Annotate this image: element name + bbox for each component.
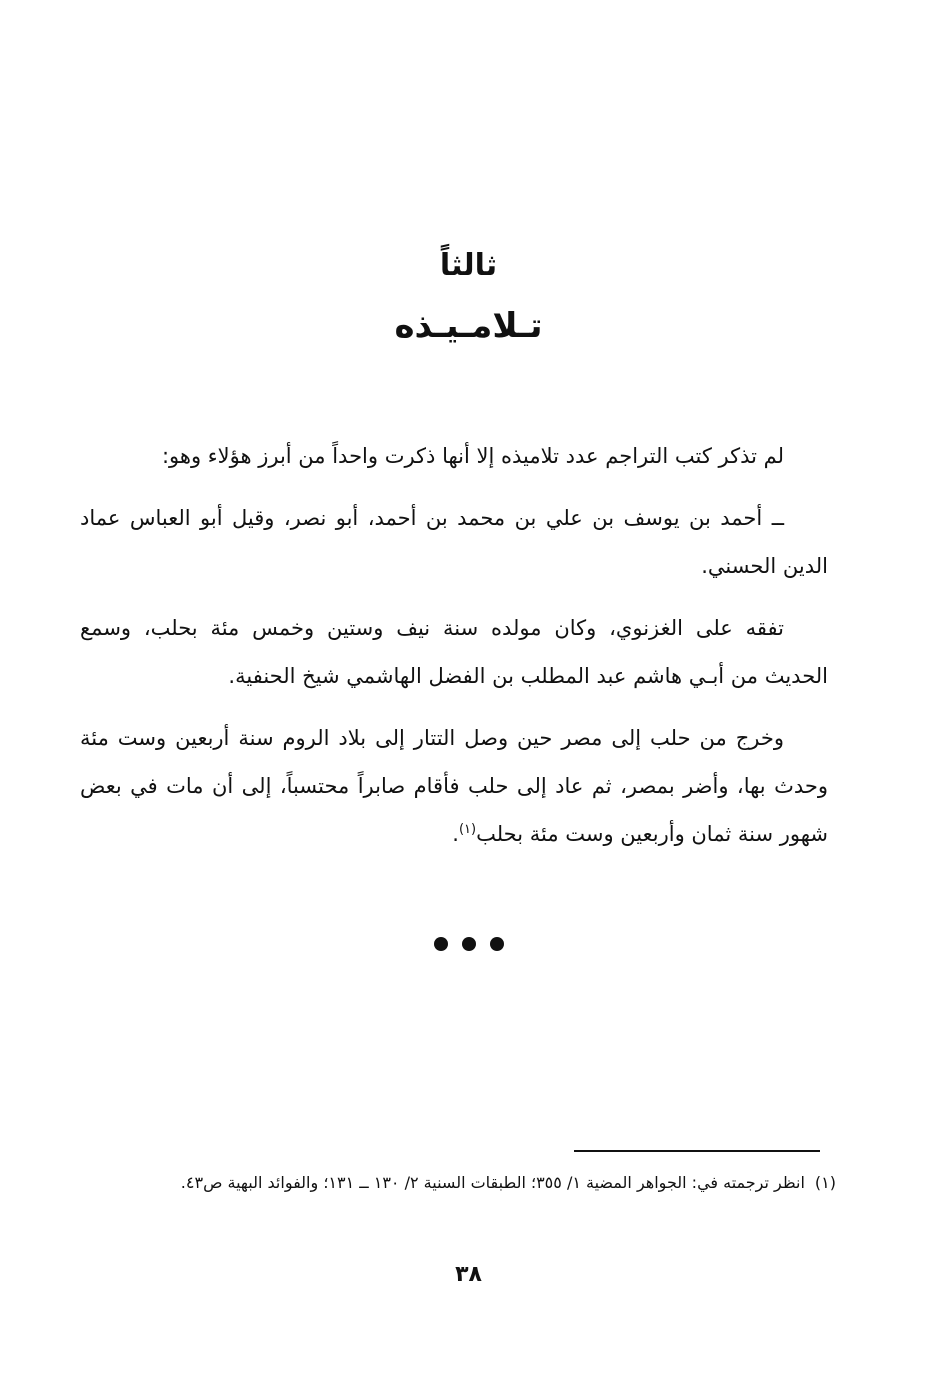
paragraph-student-name: ــ أحمد بن يوسف بن علي بن محمد بن أحمد، أبو نصر، وقيل أبو العباس عماد الدين الحسني. — [80, 506, 828, 578]
section-separator — [0, 928, 937, 958]
section-number: ثالثاً — [439, 248, 498, 283]
paragraph-biography-text: وخرج من حلب إلى مصر حين وصل التتار إلى بلاد الروم سنة أربعين وست مئة وحدث بها، وأضر بمصر، ثم عاد إلى حلب فأقام صابراً محتسباً، إلى أن مات في بعض شهور سنة ثمان وأربعين وست مئة بحلب — [80, 726, 828, 846]
footnote — [80, 1164, 836, 1202]
footnote-reference: (١) — [458, 822, 477, 837]
paragraph-study: تفقه على الغزنوي، وكان مولده سنة نيف وستين وخمس مئة بحلب، وسمع الحديث من أبـي هاشم عبد المطلب بن الفضل الهاشمي شيخ الحنفية. — [80, 616, 828, 688]
paragraph-intro: لم تذكر كتب التراجم عدد تلاميذه إلا أنها ذكرت واحداً من أبرز هؤلاء وهو: — [161, 444, 784, 468]
page-number: ٣٨ — [455, 1262, 482, 1287]
footnote-divider — [574, 1150, 820, 1152]
footnote-number: (١) — [814, 1173, 836, 1192]
paragraph-biography-end: . — [452, 822, 459, 846]
separator-dot — [490, 937, 504, 951]
body-text — [80, 432, 828, 872]
separator-dot — [462, 937, 476, 951]
separator-dot — [434, 937, 448, 951]
paragraph-biography — [80, 714, 828, 858]
footnote-text: انظر ترجمته في: الجواهر المضية ١/ ٣٥٥؛ الطبقات السنية ٢/ ١٣٠ ــ ١٣١؛ والفوائد البهية ص٤٣. — [180, 1173, 805, 1192]
section-title: تـلامـيـذه — [394, 306, 543, 346]
